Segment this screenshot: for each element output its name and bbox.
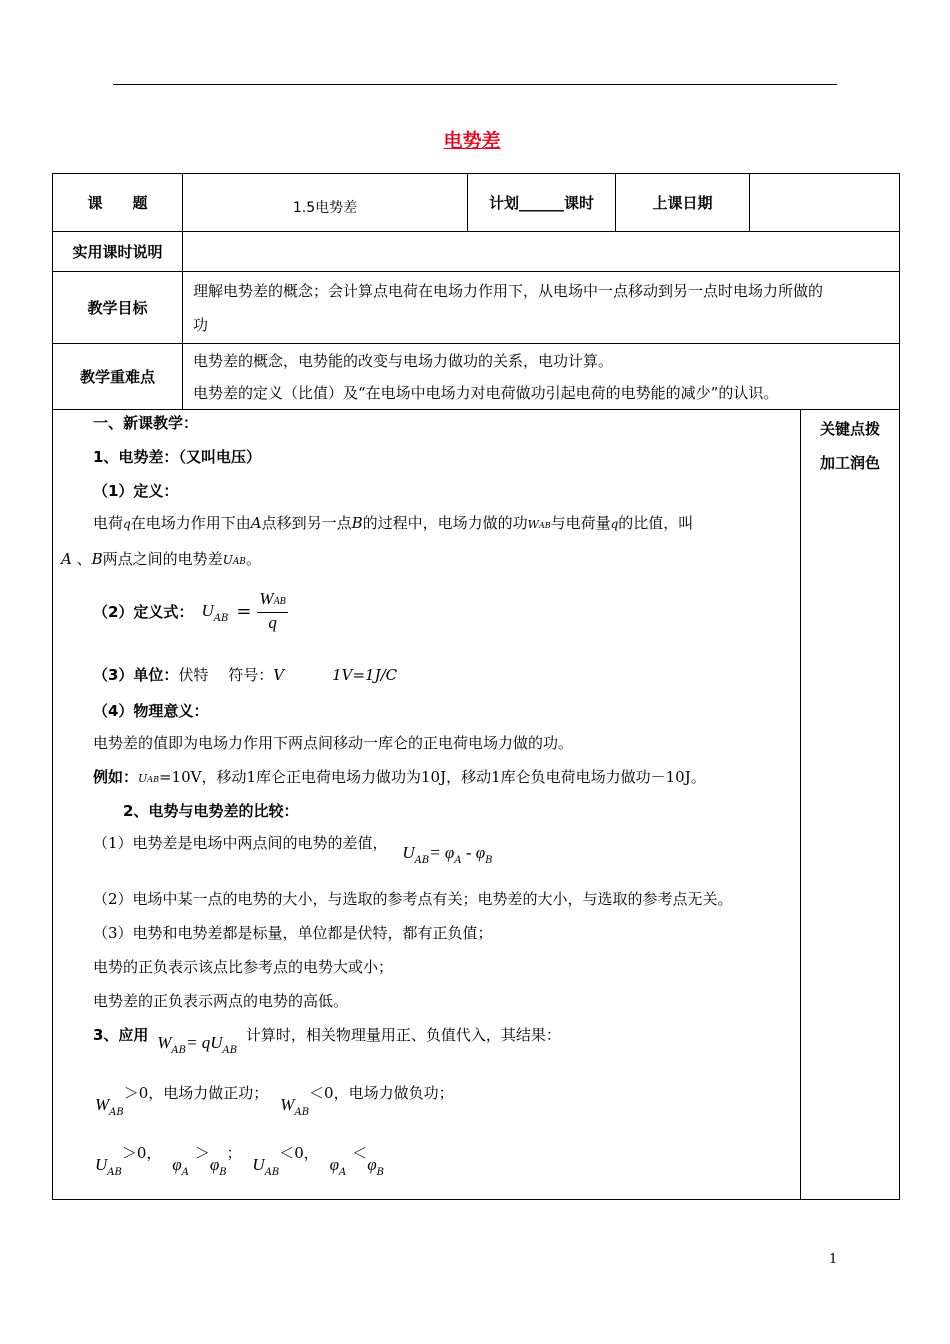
formula-fraction: $\frac{\text{WAB}}{q}$ (259, 589, 286, 632)
section-heading: 一、新课教学： (93, 414, 199, 432)
key-points-value (183, 344, 900, 410)
comparison-1-formula: $U_{AB}= \varphi_A - \varphi_B$ (402, 843, 493, 866)
example-line: 例如：UAB=10V，移动1库仑正电荷电场力做功为10J，移动1库仑负电荷电场力做功－10J。 (93, 768, 706, 786)
definition-formula: （2）定义式： $U_{AB}$ = $\frac{\text{WAB}}{q}$ (93, 589, 286, 632)
unit-line: （3）单位：伏特 符号：V 1V=1J/C (93, 666, 398, 684)
topic-value: 1.5电势差 (183, 174, 468, 232)
formula-lhs: $U_{AB}$ (201, 601, 229, 624)
comparison-3: （3）电势和电势差都是标量，单位都是伏特，都有正负值； (93, 924, 493, 942)
definition-line-2: A 、B两点之间的电势差UAB。 (61, 550, 261, 568)
key-line-2: 电势差的定义（比值）及“在电场中电场力对电荷做功引起电荷的电势能的减少”的认识。 (193, 383, 779, 402)
page-title: 电势差 (443, 130, 501, 152)
side-note-2: 加工润色 (819, 454, 880, 472)
definition-label: （1）定义： (93, 482, 179, 500)
goal-line-2: 功 (193, 315, 209, 334)
subheading-potential-difference: 1、电势差：（又叫电压） (93, 448, 261, 466)
comparison-4: 电势的正负表示该点比参考点的电势大或小； (93, 958, 394, 976)
result-work-line: $W_{AB}>0$，电场力做正功；$W_{AB}<0$，电场力做负功； (95, 1084, 454, 1118)
hours-note-value (183, 232, 900, 272)
key-points-label: 教学重难点 (53, 344, 183, 410)
side-note-1: 关键点拨 (819, 420, 880, 438)
side-note-column (801, 410, 900, 1200)
comparison-5: 电势差的正负表示两点的电势的高低。 (93, 992, 349, 1010)
plan-hours-label: 计划______课时 (468, 174, 616, 232)
application-formula: $W_{AB}= qU_{AB}$ (157, 1033, 238, 1056)
date-value (750, 174, 900, 232)
lesson-plan-table (52, 173, 900, 1200)
comparison-1: （1）电势差是电场中两点间的电势的差值， $U_{AB}= \varphi_A - \varphi_B$ (93, 834, 493, 866)
application-line: 3、应用 $W_{AB}= qU_{AB}$ 计算时，相关物理量用正、负值代入，其结果： (93, 1026, 561, 1056)
meaning-label: （4）物理意义： (93, 702, 209, 720)
definition-line-1: 电荷q在电场力作用下由A点移到另一点B的过程中，电场力做的功WAB与电荷量q的比值，叫 (93, 514, 694, 532)
topic-label: 课 题 (53, 174, 183, 232)
header-rule (113, 84, 837, 85)
comparison-2: （2）电场中某一点的电势的大小，与选取的参考点有关；电势差的大小，与选取的参考点无关。 (93, 890, 733, 908)
key-line-1: 电势差的概念，电势能的改变与电场力做功的关系，电功计算。 (193, 351, 614, 370)
goal-label: 教学目标 (53, 272, 183, 344)
date-label: 上课日期 (616, 174, 750, 232)
comparison-heading: 2、电势与电势差的比较： (123, 802, 299, 820)
main-content (53, 410, 801, 1200)
page-number: 1 (829, 1252, 838, 1267)
result-potential-line: $U_{AB}>0$， $\varphi_A>\varphi_B$； $U_{AB}<0$， $\varphi_A<\varphi_B$ (95, 1144, 385, 1178)
goal-line-1: 理解电势差的概念；会计算点电荷在电场力作用下，从电场中一点移动到另一点时电场力所做的 (193, 281, 824, 300)
goal-value (183, 272, 900, 344)
meaning-text: 电势差的值即为电场力作用下两点间移动一库仑的正电荷电场力做的功。 (93, 734, 574, 752)
hours-note-label: 实用课时说明 (53, 232, 183, 272)
